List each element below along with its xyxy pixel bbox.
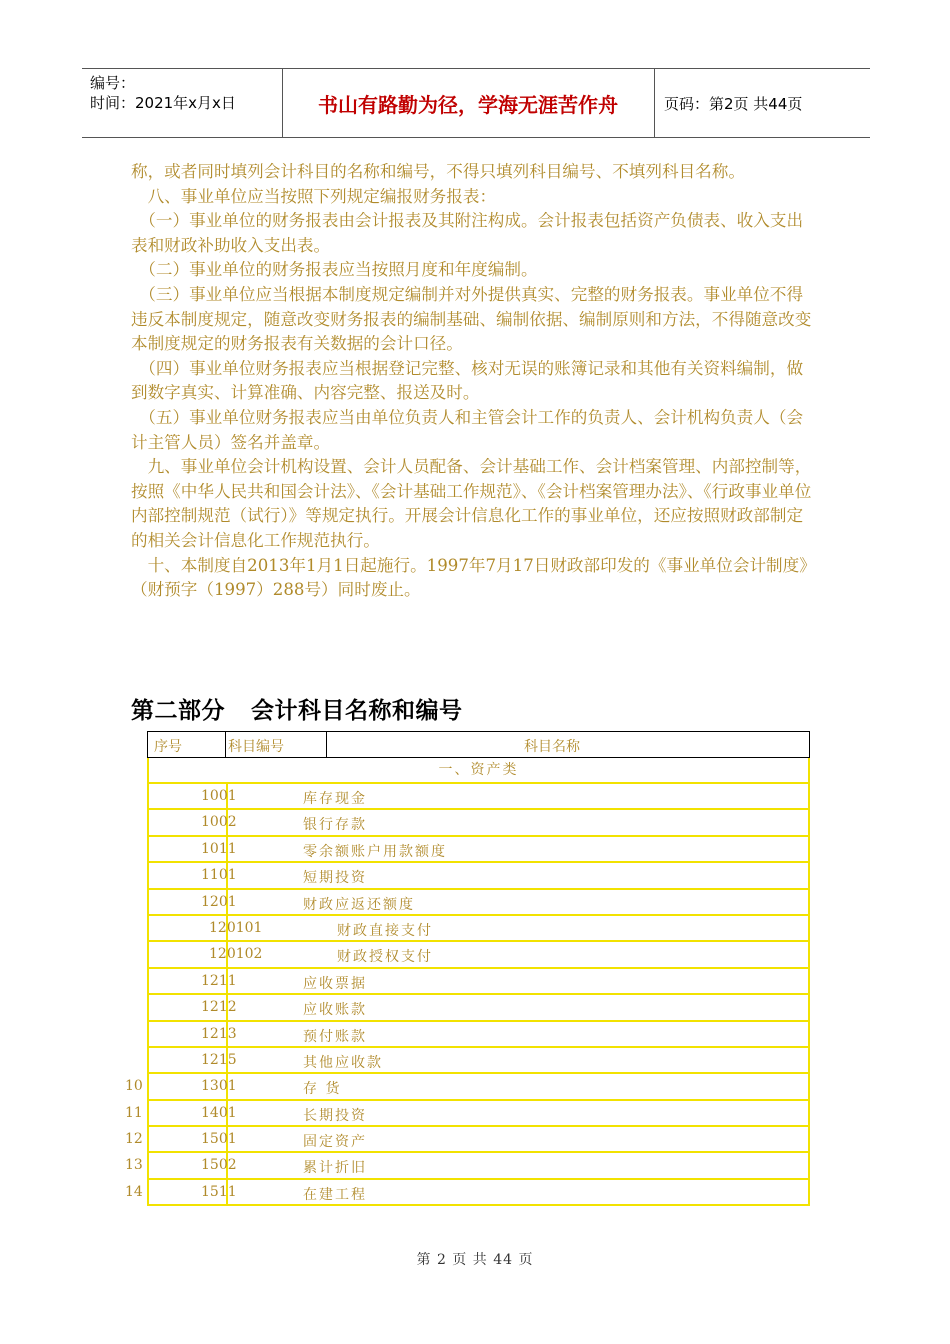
category-row: 一、资产类 xyxy=(147,758,810,784)
section-heading: 会计科目名称和编号 xyxy=(251,698,463,724)
header-meta xyxy=(90,73,236,113)
header-divider xyxy=(654,69,655,137)
header-motto: 书山有路勤为径，学海无涯苦作舟 xyxy=(318,92,618,117)
account-code: 1215 xyxy=(201,1051,237,1068)
row-index: 11 xyxy=(125,1104,143,1121)
header-divider xyxy=(326,732,327,757)
account-name: 应收票据 xyxy=(303,975,367,992)
account-code: 1001 xyxy=(201,788,237,804)
serial-label: 编号： xyxy=(90,74,136,92)
table-row xyxy=(125,1101,810,1127)
paragraph: （二）事业单位的财务报表应当按照月度和年度编制。 xyxy=(131,260,538,280)
header-code: 科目编号 xyxy=(228,739,284,755)
table-row xyxy=(147,995,810,1021)
account-name: 财政授权支付 xyxy=(337,949,433,966)
account-name: 应收账款 xyxy=(303,1002,367,1019)
table-row xyxy=(147,1048,810,1074)
row-index: 13 xyxy=(125,1157,143,1174)
row-index: 12 xyxy=(125,1131,143,1148)
section-title xyxy=(131,692,463,725)
table-row xyxy=(147,784,810,810)
account-name: 存 货 xyxy=(303,1081,342,1098)
account-name: 固定资产 xyxy=(303,1134,367,1151)
account-code: 1401 xyxy=(201,1104,237,1121)
paragraph: 九、事业单位会计机构设置、会计人员配备、会计基础工作、会计档案管理、内部控制等，按照《中华人民共和国会计法》、《会计基础工作规范》、《会计档案管理办法》、《行政事业单位内部控制规范（试行）》等规定执行。开展会计信息化工作的事业单位，还应按照财政部制定的相关会计信息化工作规范执行。 xyxy=(131,457,812,550)
account-name: 银行存款 xyxy=(303,817,367,834)
header-index: 序号 xyxy=(154,739,182,755)
account-code: 120101 xyxy=(209,919,263,936)
body-text xyxy=(131,160,814,603)
account-code: 1212 xyxy=(201,999,237,1016)
table-body xyxy=(125,784,810,1206)
account-code: 120102 xyxy=(209,946,263,963)
account-code: 1502 xyxy=(201,1157,237,1174)
account-name: 在建工程 xyxy=(303,1186,367,1203)
row-index: 14 xyxy=(125,1183,143,1200)
account-name: 财政应返还额度 xyxy=(303,896,415,913)
paragraph: 称，或者同时填列会计科目的名称和编号，不得只填列科目编号、不填列科目名称。 xyxy=(131,162,745,181)
account-name: 预付账款 xyxy=(303,1028,367,1045)
table-row xyxy=(147,942,810,968)
paragraph: 十、本制度自2013年1月1日起施行。1997年7月17日财政部印发的《事业单位会计制度》（财预字（1997）288号）同时废止。 xyxy=(131,555,808,600)
account-name: 库存现金 xyxy=(303,791,367,807)
account-table xyxy=(125,731,810,1206)
account-code: 1501 xyxy=(201,1131,237,1148)
header-divider xyxy=(225,732,226,757)
account-code: 1511 xyxy=(201,1183,237,1200)
table-row xyxy=(147,969,810,995)
paragraph: （一）事业单位的财务报表由会计报表及其附注构成。会计报表包括资产负债表、收入支出表和财政补助收入支出表。 xyxy=(131,211,804,255)
account-code: 1011 xyxy=(201,840,237,857)
paragraph: （三）事业单位应当根据本制度规定编制并对外提供真实、完整的财务报表。事业单位不得违反本制度规定，随意改变财务报表的编制基础、编制依据、编制原则和方法，不得随意改变本制度规定的财务报表有关数据的会计口径。 xyxy=(131,284,812,354)
table-row xyxy=(147,810,810,836)
account-name: 短期投资 xyxy=(303,870,367,887)
account-name: 零余额账户用款额度 xyxy=(303,843,447,860)
account-code: 1101 xyxy=(201,867,237,884)
table-row xyxy=(147,863,810,889)
account-code: 1213 xyxy=(201,1025,237,1042)
account-code: 1211 xyxy=(201,972,237,989)
page-header xyxy=(82,68,870,138)
account-name: 累计折旧 xyxy=(303,1160,367,1177)
table-row xyxy=(147,890,810,916)
account-code: 1002 xyxy=(201,814,237,831)
row-index: 10 xyxy=(125,1078,143,1095)
account-name: 财政直接支付 xyxy=(337,922,433,939)
table-row xyxy=(125,1180,810,1206)
account-name: 其他应收款 xyxy=(303,1054,383,1071)
account-name: 长期投资 xyxy=(303,1107,367,1124)
table-row xyxy=(147,1022,810,1048)
account-code: 1301 xyxy=(201,1078,237,1095)
section-part: 第二部分 xyxy=(131,698,225,724)
account-code: 1201 xyxy=(201,893,237,910)
table-header-row xyxy=(147,731,810,758)
table-row xyxy=(125,1153,810,1179)
table-row xyxy=(147,916,810,942)
header-page-info: 页码：第2页 共44页 xyxy=(664,95,803,113)
time-label: 时间：2021年x月x日 xyxy=(90,94,236,112)
table-row xyxy=(147,837,810,863)
table-row xyxy=(125,1074,810,1100)
header-name: 科目名称 xyxy=(524,739,580,755)
paragraph: （五）事业单位财务报表应当由单位负责人和主管会计工作的负责人、会计机构负责人（会计主管人员）签名并盖章。 xyxy=(131,407,804,452)
table-row xyxy=(125,1127,810,1153)
paragraph: （四）事业单位财务报表应当根据登记完整、核对无误的账簿记录和其他有关资料编制，做到数字真实、计算准确、内容完整、报送及时。 xyxy=(131,358,804,403)
page-footer: 第 2 页 共 44 页 xyxy=(416,1252,534,1268)
paragraph: 八、事业单位应当按照下列规定编报财务报表： xyxy=(131,186,497,206)
